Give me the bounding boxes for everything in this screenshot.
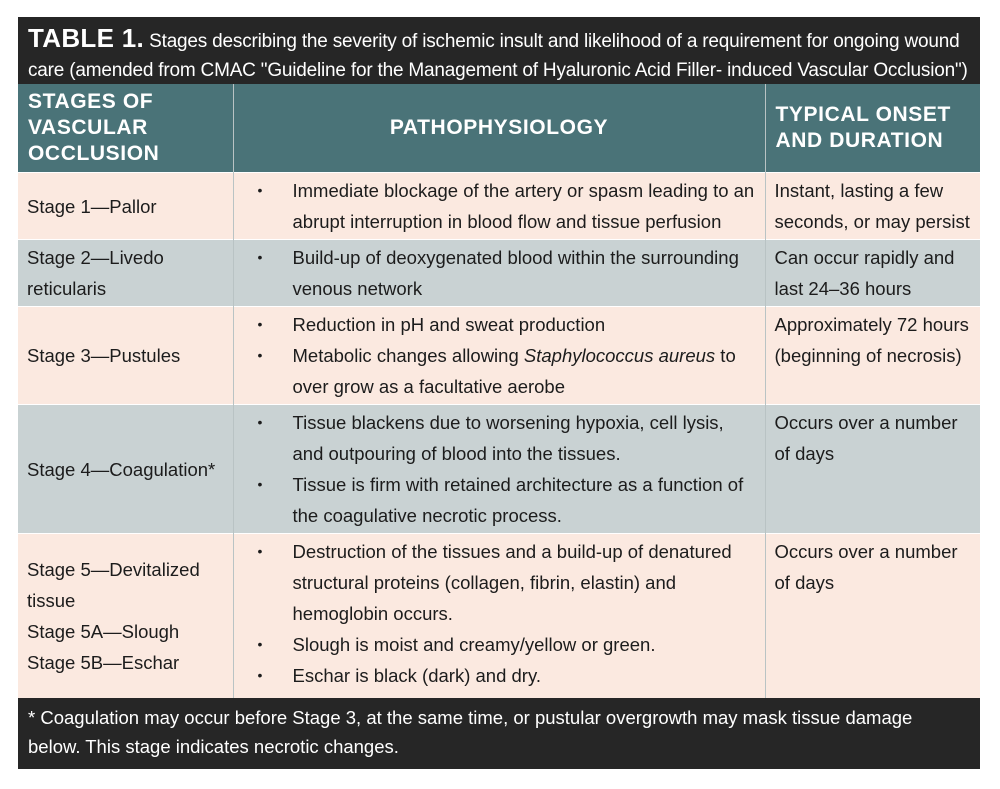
list-item (234, 309, 759, 340)
header-row (18, 84, 980, 173)
bullet-text: Slough is moist and creamy/yellow or green. (292, 634, 656, 655)
table-title-label: TABLE 1. (28, 23, 145, 53)
stage-label: Stage 5A—Slough (27, 620, 180, 642)
onset-cell: Approximately 72 hours (beginning of necrosis) (765, 307, 980, 405)
table-frame (18, 17, 980, 769)
bullet-text: Immediate blockage of the artery or spasm leading to an abrupt interruption in blood flow and tissue perfusion (292, 180, 755, 232)
table-row (18, 307, 980, 405)
stages-table (18, 84, 980, 698)
stage-cell (18, 534, 233, 698)
stage-label: Stage 4—Coagulation* (27, 458, 216, 480)
pathophysiology-cell (233, 405, 765, 534)
onset-cell: Occurs over a number of days (765, 405, 980, 534)
table-row (18, 405, 980, 534)
list-item (234, 629, 759, 660)
stage-label: Stage 2—Livedo reticularis (27, 247, 164, 299)
bullet-text: Destruction of the tissues and a build-up of denatured structural proteins (collagen, fibrin, elastin) and hemoglobin occurs. (292, 541, 732, 624)
pathophysiology-cell (233, 240, 765, 307)
bullet-text: Tissue blackens due to worsening hypoxia, cell lysis, and outpouring of blood into the tissues. (292, 412, 724, 464)
stage-label: Stage 1—Pallor (27, 195, 157, 217)
stage-cell (18, 405, 233, 534)
stage-label: Stage 5B—Eschar (27, 651, 180, 673)
onset-cell: Occurs over a number of days (765, 534, 980, 698)
stage-cell (18, 173, 233, 240)
list-item (234, 242, 759, 304)
bullet-icon: • (257, 182, 263, 198)
table-row (18, 173, 980, 240)
bullet-icon: • (257, 543, 263, 559)
bullet-text: Tissue is firm with retained architecture as a function of the coagulative necrotic process. (292, 474, 744, 526)
table-row (18, 534, 980, 698)
bullet-icon: • (257, 636, 263, 652)
header-stages: STAGES OF VASCULAR OCCLUSION (18, 84, 233, 173)
pathophysiology-cell (233, 307, 765, 405)
pathophysiology-cell (233, 173, 765, 240)
bullet-icon: • (257, 476, 263, 492)
bullet-text: Build-up of deoxygenated blood within the surrounding venous network (292, 247, 739, 299)
list-item (234, 175, 759, 237)
bullet-icon: • (257, 249, 263, 265)
table-title (28, 24, 973, 85)
table-row (18, 240, 980, 307)
stage-label: Stage 5—Devitalized tissue (27, 558, 200, 611)
list-item (234, 536, 759, 629)
list-item (234, 660, 759, 691)
onset-cell: Instant, lasting a few seconds, or may persist (765, 173, 980, 240)
stage-cell (18, 240, 233, 307)
list-item (234, 407, 759, 469)
bullet-text: Reduction in pH and sweat production (292, 314, 606, 335)
pathophysiology-cell (233, 534, 765, 698)
bullet-icon: • (257, 347, 263, 363)
stage-cell (18, 307, 233, 405)
bullet-icon: • (257, 667, 263, 683)
bullet-text: Metabolic changes allowing Staphylococcus aureus to over grow as a facultative aerobe (292, 345, 736, 397)
table-title-text: Stages describing the severity of ischemic insult and likelihood of a requirement for ongoing wound care (amended from CMAC "Guideline for the Management of Hyaluronic Acid Filler- induced Vascular Occlusion") (28, 31, 968, 81)
list-item (234, 469, 759, 531)
bullet-text: Eschar is black (dark) and dry. (292, 665, 541, 686)
bullet-icon: • (257, 414, 263, 430)
header-onset-duration: TYPICAL ONSET AND DURATION (765, 84, 980, 173)
onset-cell: Can occur rapidly and last 24–36 hours (765, 240, 980, 307)
table-footnote: * Coagulation may occur before Stage 3, at the same time, or pustular overgrowth may mask tissue damage below. This stage indicates necrotic changes. (28, 707, 913, 757)
bullet-icon: • (257, 316, 263, 332)
header-pathophysiology: PATHOPHYSIOLOGY (233, 84, 765, 173)
list-item (234, 340, 759, 402)
stage-label: Stage 3—Pustules (27, 345, 181, 366)
